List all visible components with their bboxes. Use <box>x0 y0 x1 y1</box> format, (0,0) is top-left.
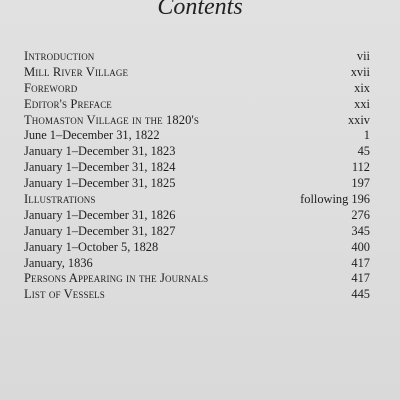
toc-entry-label: List of Vessels <box>24 287 105 302</box>
toc-entry-label: January 1–October 5, 1828 <box>24 239 159 254</box>
toc-entry-label: January, 1836 <box>24 255 93 270</box>
toc-page-number: 112 <box>351 160 370 175</box>
toc-page-number: 417 <box>351 271 370 286</box>
toc-row-1836 <box>24 256 370 272</box>
toc-page-number: following 196 <box>300 192 370 207</box>
toc-entry-label: January 1–December 31, 1826 <box>24 207 176 222</box>
toc-entry-label: Foreword <box>24 80 78 95</box>
toc-page-number: 45 <box>357 144 370 159</box>
toc-row-1823 <box>24 144 370 160</box>
toc-entry-label: January 1–December 31, 1824 <box>24 160 176 175</box>
toc-page-number: 445 <box>351 287 370 302</box>
toc-page-number: xxi <box>354 96 370 111</box>
toc-entry-label: Persons Appearing in the Journals <box>24 271 209 286</box>
toc-row-introduction <box>24 49 370 65</box>
toc-entry-label: January 1–December 31, 1825 <box>24 176 176 191</box>
toc-row-illustrations <box>24 192 370 208</box>
toc-entry-label: Mill River Village <box>24 64 129 79</box>
toc-row-editors-preface <box>24 97 370 113</box>
toc-row-1827 <box>24 224 370 240</box>
toc-entry-label: January 1–December 31, 1823 <box>24 144 176 159</box>
toc-page-number: 417 <box>351 255 370 270</box>
toc-entry-label: Editor's Preface <box>24 96 112 111</box>
toc-page-number: 276 <box>351 207 370 222</box>
toc-row-persons <box>24 271 370 287</box>
toc-entry-label: Illustrations <box>24 192 96 207</box>
toc-entry-label: January 1–December 31, 1827 <box>24 223 176 238</box>
toc-row-1828 <box>24 240 370 256</box>
toc-row-1826 <box>24 208 370 224</box>
toc-row-foreword <box>24 81 370 97</box>
toc-page-number: 197 <box>351 176 370 191</box>
toc-page-number: 345 <box>351 223 370 238</box>
toc-row-1824 <box>24 160 370 176</box>
toc-row-mill-river-village <box>24 65 370 81</box>
toc-page-number: vii <box>356 49 370 63</box>
toc-row-thomaston-village <box>24 113 370 129</box>
toc-page-number: xvii <box>350 64 370 79</box>
toc-page-number: xxiv <box>347 112 370 127</box>
table-of-contents <box>24 49 370 303</box>
page-title: Contents <box>157 0 243 20</box>
toc-row-1825 <box>24 176 370 192</box>
toc-page-number: 400 <box>351 239 370 254</box>
toc-page-number: xix <box>354 80 370 95</box>
toc-entry-label: Thomaston Village in the 1820's <box>24 112 200 127</box>
toc-entry-label: June 1–December 31, 1822 <box>24 128 160 143</box>
toc-row-vessels <box>24 287 370 303</box>
toc-page-number: 1 <box>363 128 370 143</box>
toc-row-1822 <box>24 128 370 144</box>
toc-entry-label: Introduction <box>24 49 95 63</box>
